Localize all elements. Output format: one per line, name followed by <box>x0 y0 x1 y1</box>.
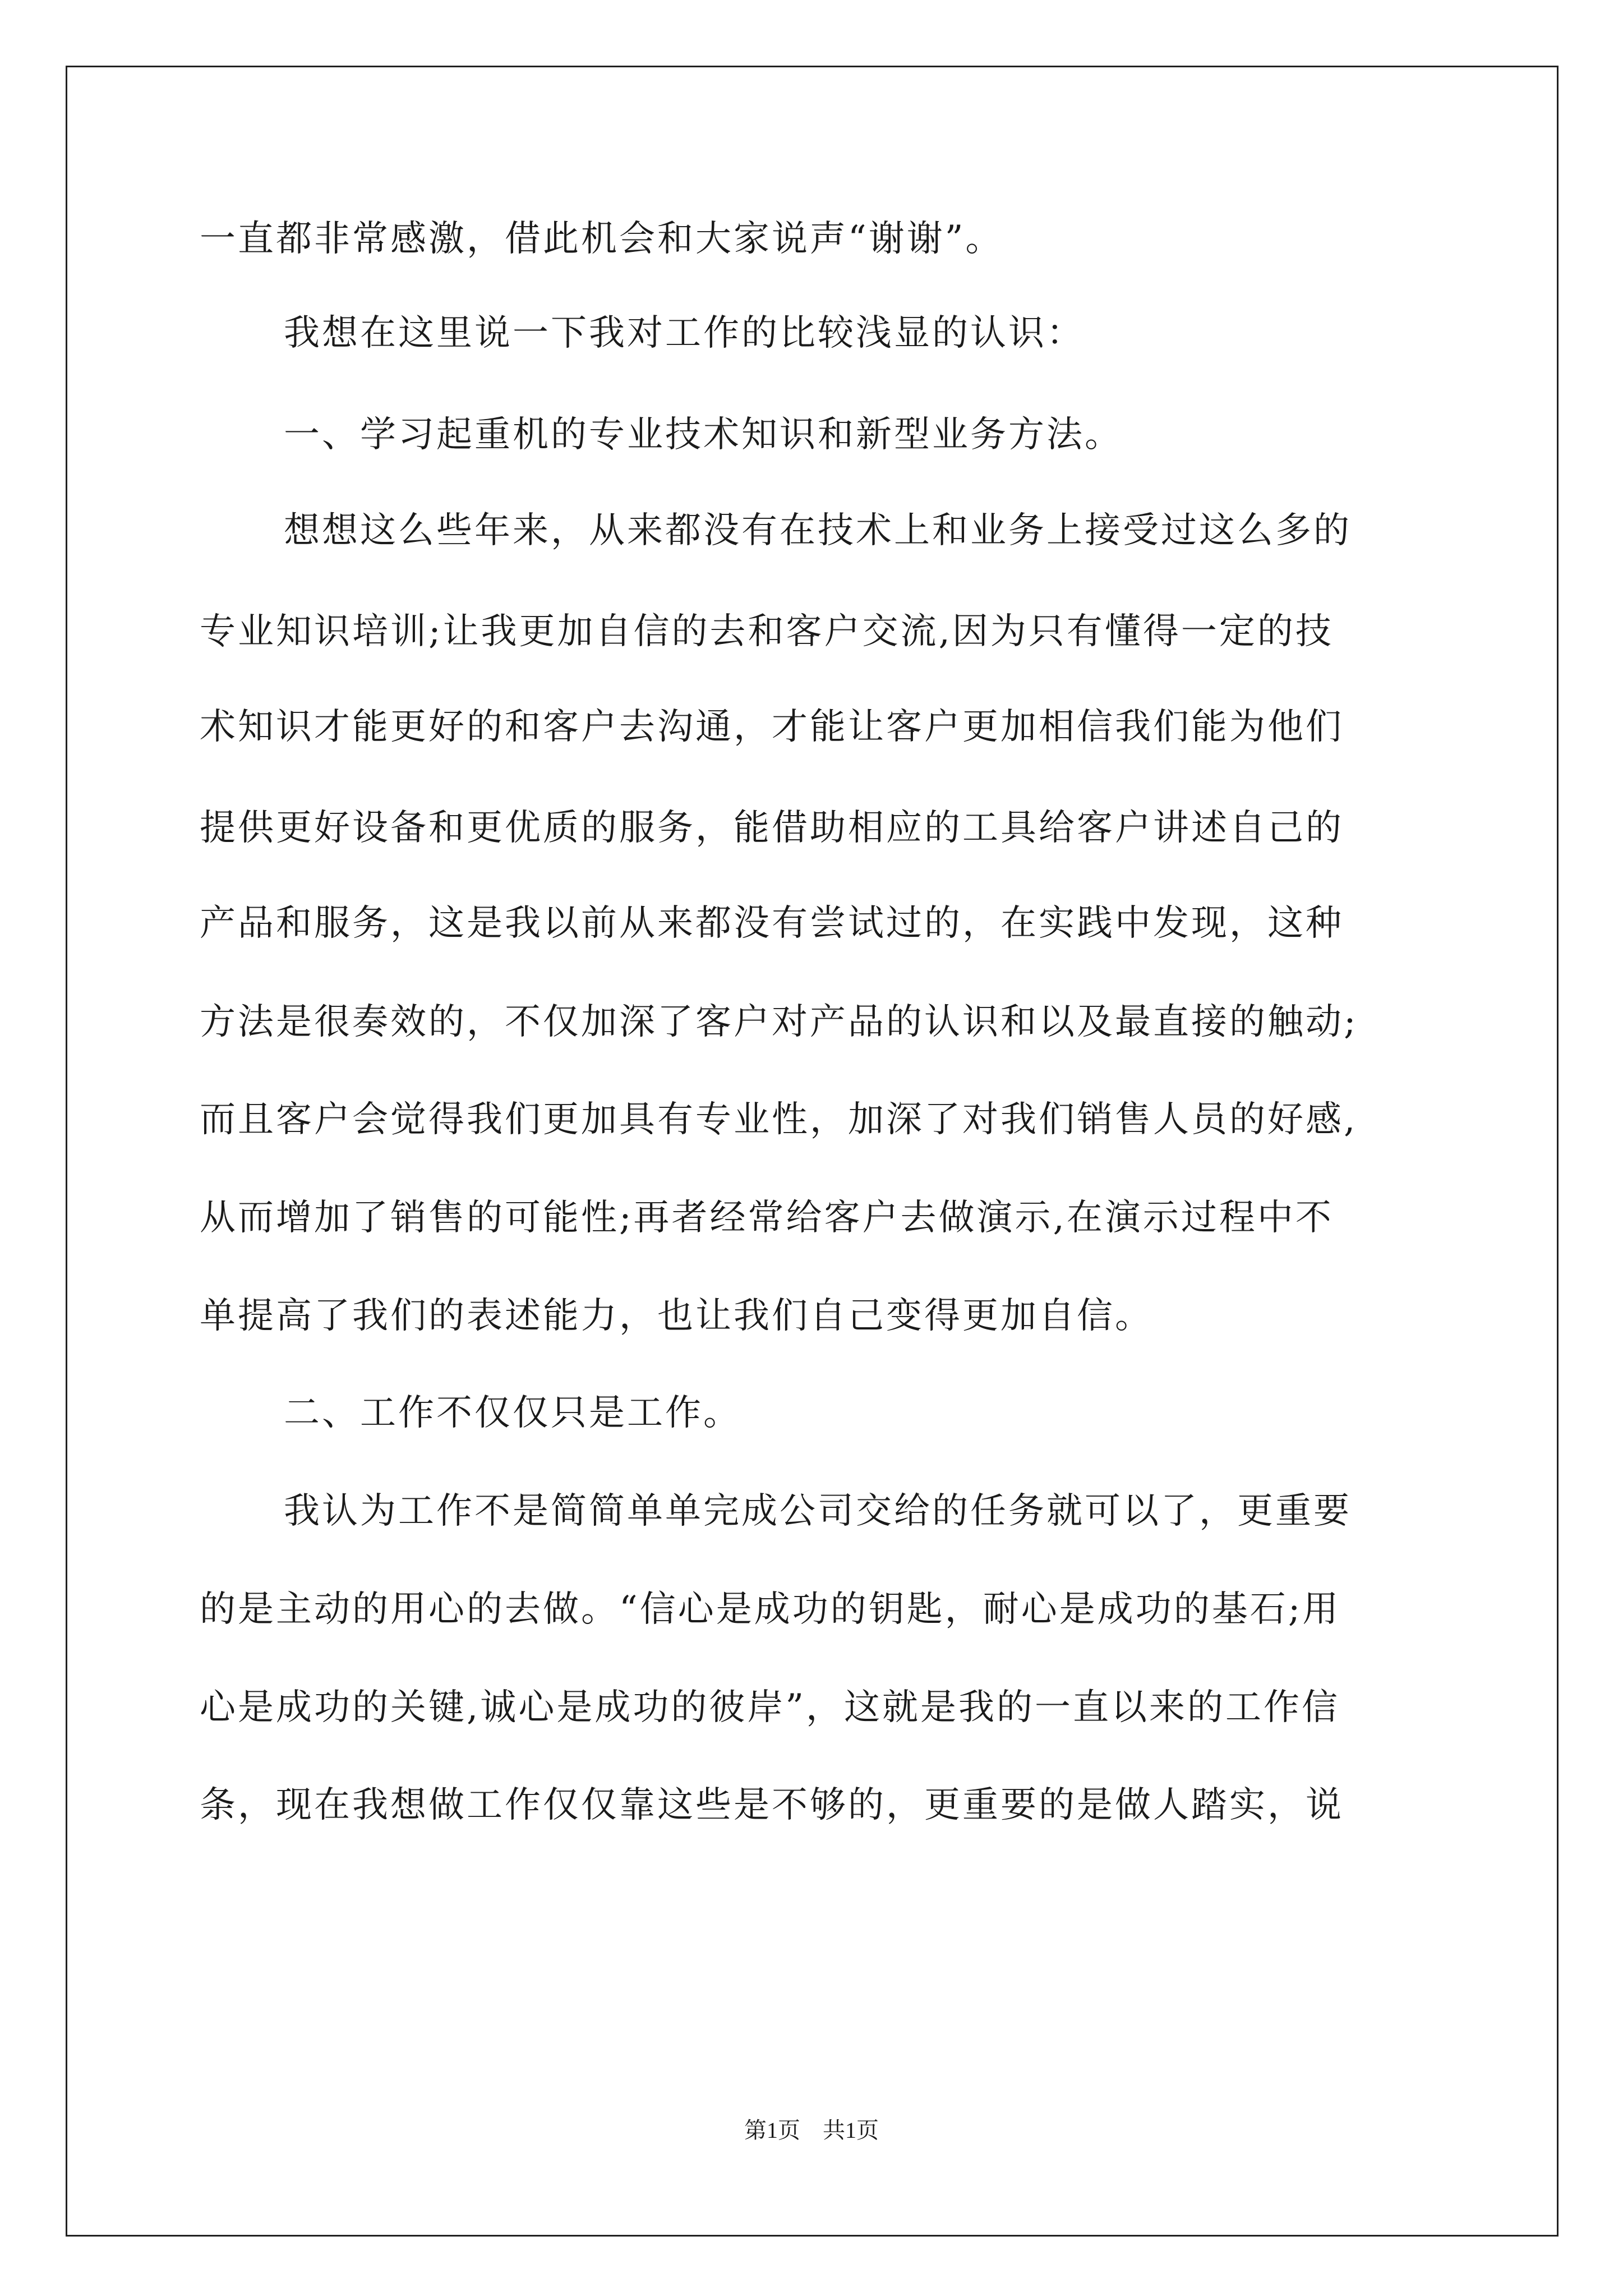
text-line: 产品和服务，这是我以前从来都没有尝试过的，在实践中发现，这种 <box>200 903 1344 944</box>
text-line: 方法是很奏效的，不仅加深了客户对产品的认识和以及最直接的触动; <box>200 1001 1358 1043</box>
text-line: 而且客户会觉得我们更加具有专业性，加深了对我们销售人员的好感, <box>200 1099 1358 1140</box>
text-line: 条，现在我想做工作仅仅靠这些是不够的，更重要的是做人踏实，说 <box>200 1784 1344 1826</box>
text-line: 专业知识培训;让我更加自信的去和客户交流,因为只有懂得一定的技 <box>200 611 1334 652</box>
text-line: 从而增加了销售的可能性;再者经常给客户去做演示,在演示过程中不 <box>200 1197 1334 1239</box>
text-line: 术知识才能更好的和客户去沟通，才能让客户更加相信我们能为他们 <box>200 706 1344 748</box>
text-line: 的是主动的用心的去做。“信心是成功的钥匙，耐心是成功的基石;用 <box>200 1589 1341 1630</box>
section-heading: 二、工作不仅仅只是工作。 <box>284 1392 741 1434</box>
text-line: 想想这么些年来，从来都没有在技术上和业务上接受过这么多的 <box>284 510 1352 551</box>
text-line: 一直都非常感激，借此机会和大家说声“谢谢”。 <box>200 218 1004 260</box>
page-border <box>66 66 1559 2237</box>
text-line: 单提高了我们的表述能力，也让我们自己变得更加自信。 <box>200 1295 1153 1337</box>
text-line: 心是成功的关键,诚心是成功的彼岸”，这就是我的一直以来的工作信 <box>200 1687 1340 1728</box>
page-number: 第1页 共1页 <box>744 2118 879 2143</box>
text-line: 提供更好设备和更优质的服务，能借助相应的工具给客户讲述自己的 <box>200 807 1344 849</box>
section-heading: 一、学习起重机的专业技术知识和新型业务方法。 <box>284 414 1123 455</box>
text-line: 我想在这里说一下我对工作的比较浅显的认识： <box>284 312 1085 354</box>
text-line: 我认为工作不是简简单单完成公司交给的任务就可以了，更重要 <box>284 1490 1352 1532</box>
